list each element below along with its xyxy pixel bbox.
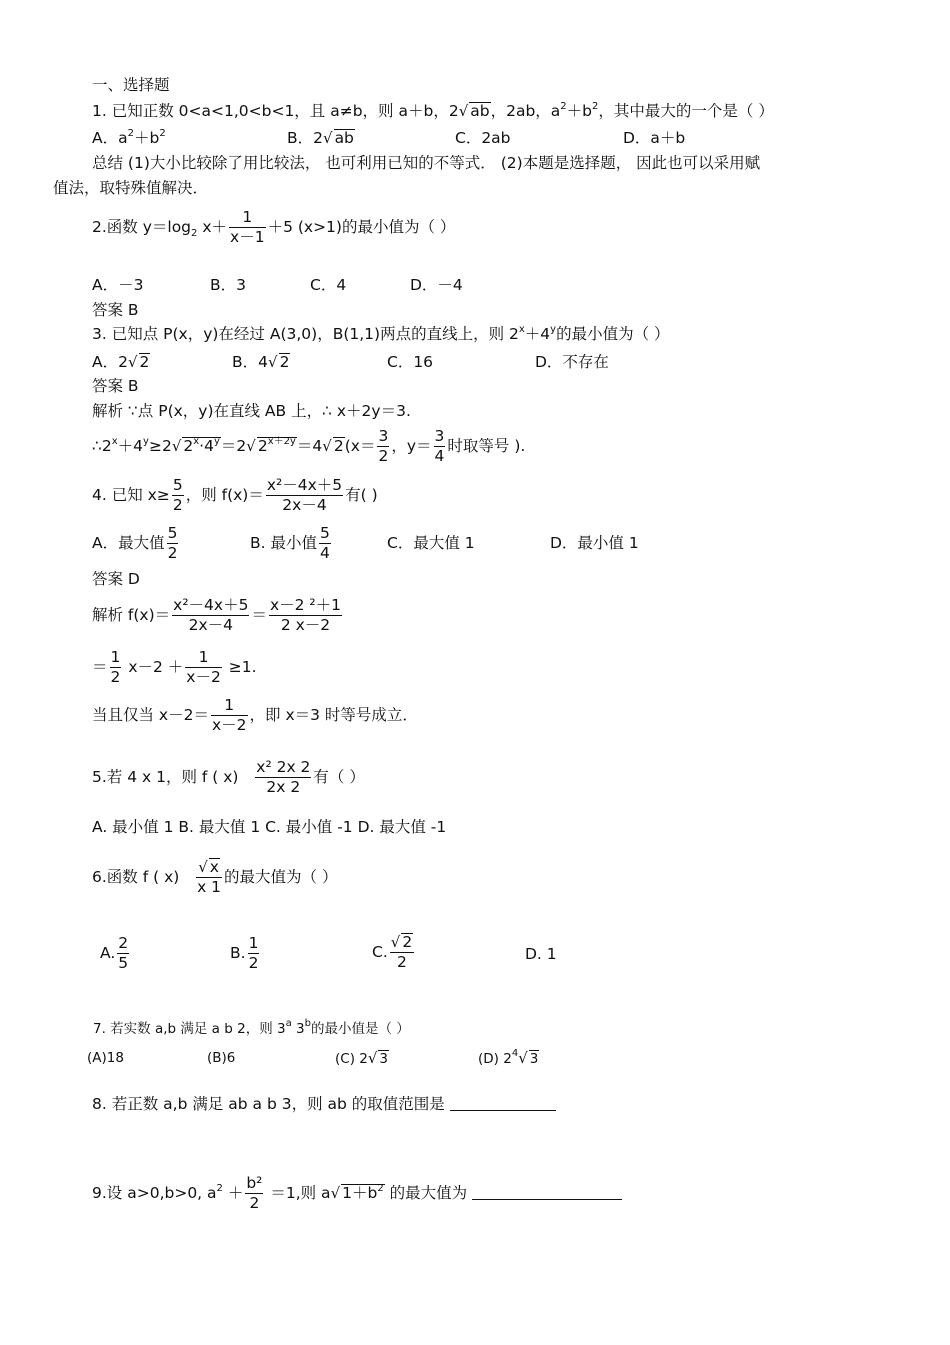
question-2-option-d: D．－4 [410,276,463,294]
fraction: $\frac{2}{5}$ [118,934,129,972]
fraction: $\frac{√ 2}{2}$ [390,933,413,971]
question-3-option-a: A．2√ 2 [92,353,150,371]
question-5-options: A. 最小值 1 B. 最大值 1 C. 最小值 -1 D. 最大值 -1 [92,818,447,836]
fraction: $\frac{√ x}{x 1}$ [197,858,222,896]
section-title: 一、选择题 [92,76,170,94]
fraction: $\frac{3}{2}$ [378,427,389,465]
question-7-option-d: (D) $2^4√$ 3 [478,1048,539,1067]
question-2-answer: 答案 B [92,301,139,319]
question-4-option-a: A．最大值 $\frac{5}{2}$ [92,524,178,562]
answer-blank[interactable] [450,1110,556,1111]
question-2-option-c: C．4 [310,276,347,294]
question-2-option-b: B．3 [210,276,246,294]
question-1-option-d: D．a＋b [623,129,686,147]
fraction: $\frac{1}{x-2}$ [211,696,247,734]
question-4-answer: 答案 D [92,570,140,588]
question-3-stem: 3. 已知点 P(x，y)在经过 A(3,0)，B(1,1)两点的直线上，则 $2^x+4^y$的最小值为（ ） [92,324,670,343]
fraction: $\frac{\text{x－2 ²＋1}}{2 x-2}$ [269,596,342,634]
question-3-option-c: C．16 [387,353,434,371]
fraction: $\frac{5}{2}$ [172,476,183,514]
fraction: $\frac{1}{x-2}$ [186,648,221,686]
question-4-analysis-3: 当且仅当 x－2＝ $\frac{1}{x-2}$ ，即 x＝3 时等号成立． [92,696,418,734]
question-2-stem: 2.函数 $y=\log_2$ x＋ $\frac{1}{x-1}$ ＋5 (x>1)的最小值为（ ） [92,208,456,246]
question-4-stem: 4. 已知 x≥ $\frac{5}{2}$ ，则 f(x)＝ $\frac{\text{x²－4x＋5}}{2x-4}$ 有( ) [92,476,378,514]
question-9-stem: 9.设 a>0,b>0, $a^2$ ＋ $\frac{\text{b²}}{2}$ ＝1,则 a√ $1+b^2$ 的最大值为 [92,1170,622,1216]
question-3-derivation: $\therefore 2^x+4^y\ge 2√$ $2^x\cdot 4^y=2√$ $2^{x+2y}=4√$ 2(x＝ $\frac{3}{2}$ ，y＝ $\frac{3}{4}$ 时取等号 ). [92,427,526,465]
fraction: $\frac{5}{2}$ [167,524,178,562]
question-1-summary: 总结 (1)大小比较除了用比较法， 也可利用已知的不等式． (2)本题是选择题， 因此也可以采用赋 [92,154,761,172]
question-2-option-a: A．－3 [92,276,144,294]
fraction: $\frac{1}{2}$ [110,648,121,686]
question-4-option-c: C．最大值 1 [387,534,475,552]
question-1-stem: 1. 已知正数 0<a<1,0<b<1，且 a≠b，则 a＋b，2√ ab，2ab，$a^2+b^2$，其中最大的一个是（ ） [92,101,774,120]
fraction: $\frac{1}{x-1}$ [230,208,265,246]
question-6-stem: 6.函数 f ( x) $\frac{√ x}{x 1}$ 的最大值为（ ） [92,858,338,896]
answer-blank[interactable] [472,1199,622,1200]
question-8-stem: 8. 若正数 a,b 满足 ab a b 3，则 ab 的取值范围是 [92,1094,556,1114]
question-4-analysis-2: ＝ $\frac{1}{2}$ x－2 ＋ $\frac{1}{x-2}$ ≥1. [92,648,257,686]
question-1-option-a: A．$a^2+b^2$ [92,128,166,147]
question-4-analysis-1: 解析 f(x)＝ $\frac{\text{x²－4x＋5}}{2x-4}$ ＝ $\frac{\text{x－2 ²＋1}}{2 x-2}$ [92,596,342,634]
question-6-option-c: C. $\frac{√ 2}{2}$ [372,933,413,971]
question-3-option-d: D．不存在 [535,353,609,371]
fraction: $\frac{\text{x²－4x＋5}}{2x-4}$ [173,596,249,634]
question-7-option-c: (C) 2√ 3 [335,1049,388,1067]
fraction: $\frac{\text{x²－4x＋5}}{2x-4}$ [266,476,343,514]
question-6-option-b: B. $\frac{1}{2}$ [230,934,259,972]
question-5-stem: 5.若 4 x 1，则 f ( x) $\frac{\text{x² 2x 2}}{2x 2}$ 有（ ） [92,758,365,796]
question-7-stem: 7. 若实数 a,b 满足 a b 2，则 3$^a$ 3$^b$的最小值是（ ） [93,1018,410,1037]
question-7-option-b: (B)6 [207,1050,236,1066]
fraction: $\frac{\text{b²}}{2}$ [246,1174,263,1212]
fraction: $\frac{5}{4}$ [320,524,330,562]
question-3-analysis: 解析 ∵点 P(x，y)在直线 AB 上，∴ x＋2y＝3. [92,402,411,420]
question-1-option-c: C．2ab [455,129,511,147]
fraction: $\frac{3}{4}$ [434,427,445,465]
question-6-option-a: A. $\frac{2}{5}$ [100,934,129,972]
question-7-option-a: (A)18 [87,1050,124,1066]
question-6-option-d: D. 1 [525,945,557,963]
question-1-summary-cont: 值法，取特殊值解决． [53,179,209,197]
fraction: $\frac{1}{2}$ [248,934,259,972]
question-4-option-d: D．最小值 1 [550,534,639,552]
fraction: $\frac{\text{x² 2x 2}}{2x 2}$ [256,758,311,796]
question-3-option-b: B．4√ 2 [232,353,290,371]
question-3-answer: 答案 B [92,377,139,395]
question-1-option-b: B．2√ ab [287,129,354,147]
question-4-option-b: B. 最小值 $\frac{5}{4}$ [250,524,330,562]
